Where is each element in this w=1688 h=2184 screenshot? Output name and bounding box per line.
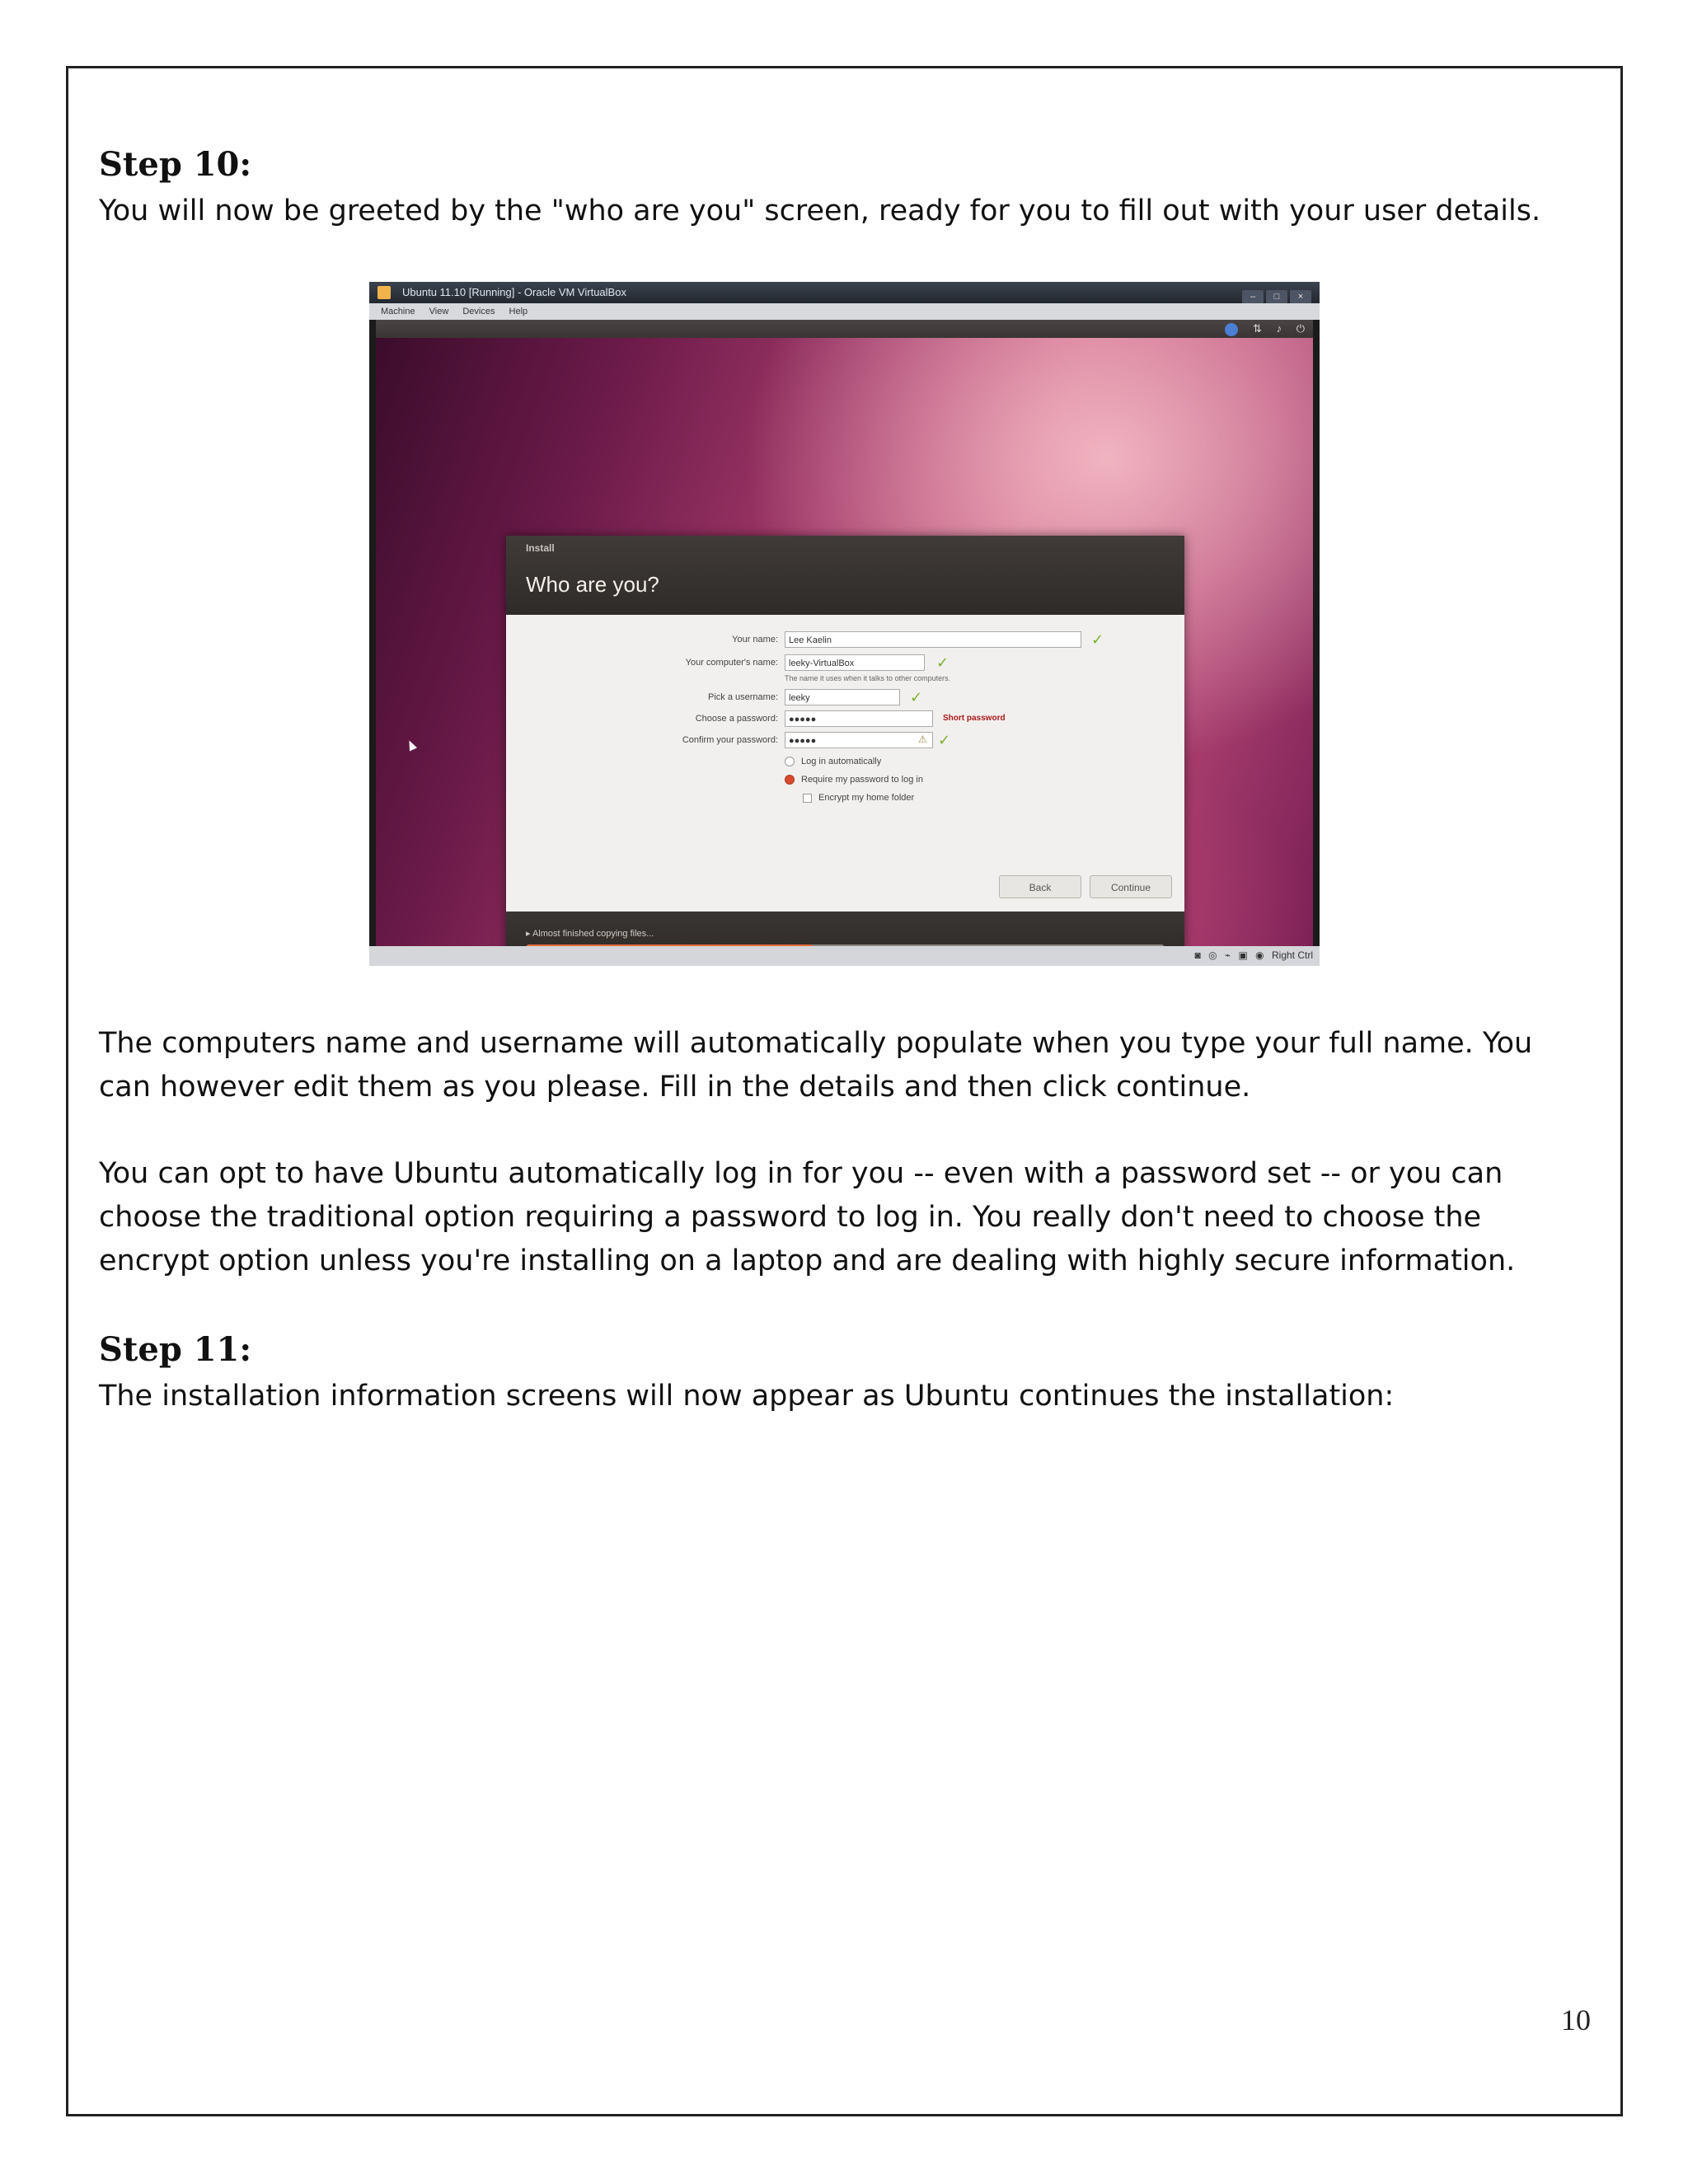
username-valid-check-icon: ✓ <box>910 689 923 705</box>
your-name-field[interactable]: Lee Kaelin <box>785 631 1081 648</box>
mouse-cursor-icon <box>406 738 417 751</box>
ubuntu-desktop <box>376 320 1313 946</box>
step-10-intro: You will now be greeted by the "who are you" screen, ready for you to fill out with your user details. <box>99 194 1541 227</box>
computer-name-label: Your computer's name: <box>685 658 778 668</box>
auto-login-radio[interactable] <box>785 757 795 766</box>
warning-icon: ⚠ <box>918 733 927 745</box>
host-key-label: Right Ctrl <box>1271 949 1313 961</box>
menu-view[interactable]: View <box>429 307 449 316</box>
hdd-icon[interactable]: ◙ <box>1194 949 1201 961</box>
password-label: Choose a password: <box>695 714 778 724</box>
computer-name-field[interactable]: leeky-VirtualBox <box>785 654 925 671</box>
vbox-menu-bar <box>369 303 1320 320</box>
vbox-status-bar <box>369 946 1320 966</box>
step-11-intro: The installation information screens will now appear as Ubuntu continues the installation: <box>99 1380 1395 1413</box>
panel-indicators <box>1213 322 1305 336</box>
vbox-title-bar <box>369 282 1320 303</box>
ubuntu-top-panel <box>376 320 1313 338</box>
computer-name-hint: The name it uses when it talks to other computers. <box>785 674 951 682</box>
step-10-paragraph-2: You can opt to have Ubuntu automatically log in for you -- even with a password set -- or you can choose the traditional option requiring a password to log in. You really don't need to choose the encrypt option unless you're installing on a laptop and are dealing with highly secure information. <box>99 1157 1516 1277</box>
confirm-password-field[interactable]: ●●●●● <box>785 732 933 748</box>
shared-folder-icon[interactable]: ▣ <box>1238 949 1248 961</box>
installer-screenshot <box>369 282 1320 966</box>
encrypt-home-label: Encrypt my home folder <box>818 793 915 803</box>
step-10-heading: Step 10: <box>99 145 252 184</box>
computer-name-valid-check-icon: ✓ <box>936 654 950 671</box>
back-button[interactable]: Back <box>999 875 1081 898</box>
step-11-heading: Step 11: <box>99 1330 252 1369</box>
menu-devices[interactable]: Devices <box>462 307 495 316</box>
capture-icon[interactable]: ◉ <box>1255 949 1264 961</box>
encrypt-home-checkbox[interactable] <box>803 794 812 803</box>
menu-help[interactable]: Help <box>509 307 528 316</box>
encrypt-home-option[interactable] <box>803 793 914 803</box>
vbox-window-title: Ubuntu 11.10 [Running] - Oracle VM VirtualBox <box>402 286 626 298</box>
step-10-paragraph-1: The computers name and username will automatically populate when you type your full name. You can however edit them as you please. Fill in the details and then click continue. <box>99 1027 1533 1104</box>
copying-status-text: ▸ Almost finished copying files... <box>526 929 654 939</box>
dialog-label: Install <box>526 542 555 554</box>
auto-login-label: Log in automatically <box>801 757 882 766</box>
your-name-label: Your name: <box>732 635 778 644</box>
usb-icon[interactable]: ⌁ <box>1224 949 1231 961</box>
virtualbox-icon <box>377 286 391 299</box>
continue-button[interactable]: Continue <box>1090 875 1172 898</box>
dialog-title: Who are you? <box>526 572 659 597</box>
cd-icon[interactable]: ◎ <box>1208 949 1217 961</box>
require-password-label: Require my password to log in <box>801 775 923 785</box>
minimize-button[interactable]: – <box>1242 290 1264 304</box>
username-field[interactable]: leeky <box>785 689 900 705</box>
maximize-button[interactable]: □ <box>1266 290 1287 304</box>
accessibility-icon[interactable] <box>1225 323 1238 336</box>
status-icons <box>1189 949 1313 961</box>
volume-icon[interactable]: ♪ <box>1276 322 1282 335</box>
name-valid-check-icon: ✓ <box>1091 631 1104 648</box>
install-dialog <box>506 536 1184 966</box>
password-strength-indicator: Short password <box>943 714 1006 723</box>
auto-login-option[interactable] <box>785 757 881 766</box>
power-icon[interactable]: ⏻ <box>1296 322 1305 335</box>
confirm-password-label: Confirm your password: <box>682 735 778 745</box>
confirm-valid-check-icon: ✓ <box>938 732 951 748</box>
page-number: 10 <box>1561 2004 1591 2036</box>
menu-machine[interactable]: Machine <box>381 307 415 316</box>
password-field[interactable]: ●●●●● <box>785 710 933 727</box>
close-button[interactable]: × <box>1290 290 1311 304</box>
network-icon[interactable]: ⇅ <box>1253 322 1262 335</box>
require-password-option[interactable] <box>785 775 923 785</box>
username-label: Pick a username: <box>708 692 778 702</box>
require-password-radio[interactable] <box>785 775 795 785</box>
dialog-header <box>506 536 1184 615</box>
